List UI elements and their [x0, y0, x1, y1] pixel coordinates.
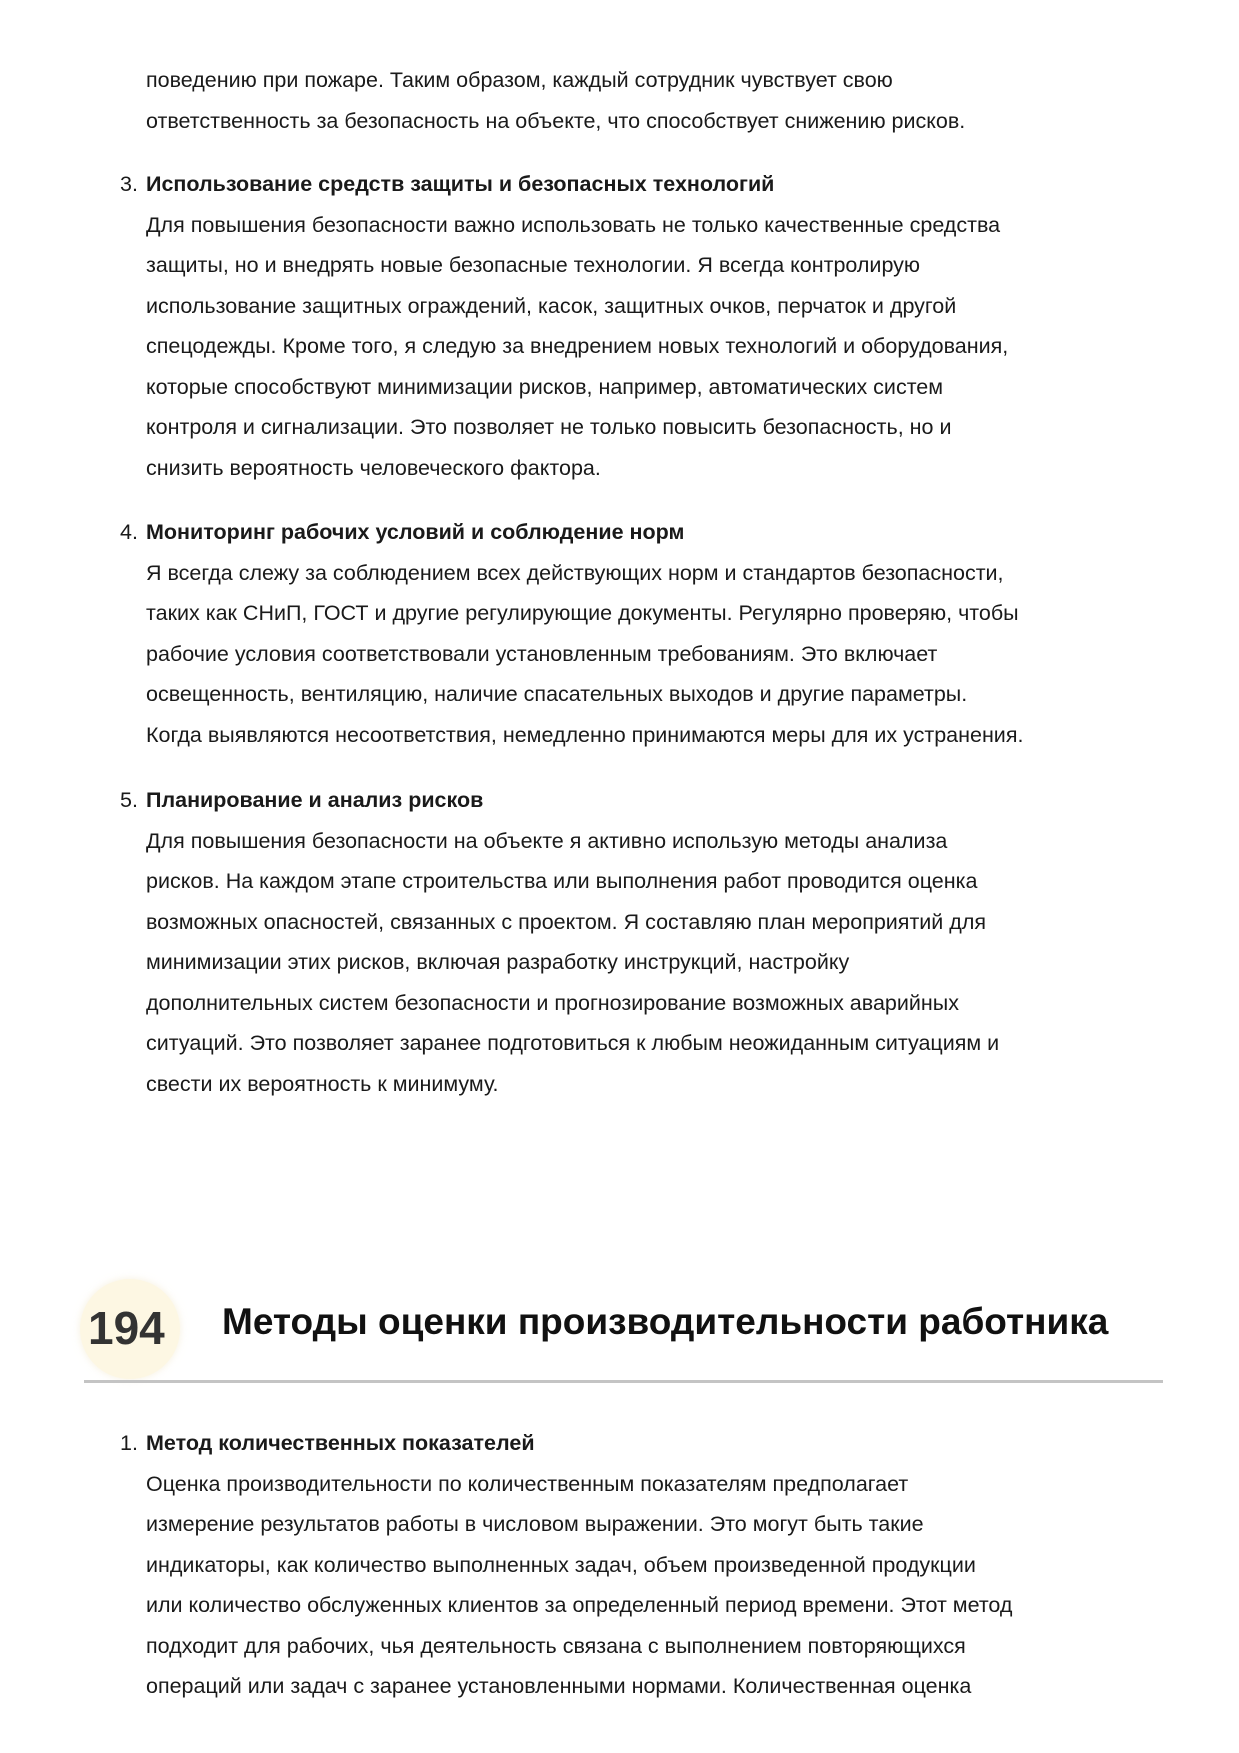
text-line: освещенность, вентиляцию, наличие спасательных выходов и другие параметры.: [146, 682, 968, 706]
text-line: свести их вероятность к минимуму.: [146, 1071, 499, 1096]
section-divider: [84, 1380, 1163, 1383]
text-line: рабочие условия соответствовали установленным требованиям. Это включает: [146, 641, 938, 666]
text-line: ответственность за безопасность на объекте, что способствует снижению рисков.: [146, 108, 966, 133]
text-line: контроля и сигнализации. Это позволяет не только повысить безопасность, но и: [146, 415, 952, 439]
text-line: снизить вероятность человеческого фактора.: [146, 455, 601, 480]
text-line: Для повышения безопасности важно использовать не только качественные средства: [146, 212, 1001, 237]
item-title: Планирование и анализ рисков: [146, 788, 484, 812]
item-number: 5.: [120, 788, 138, 812]
text-line: защиты, но и внедрять новые безопасные технологии. Я всегда контролирую: [146, 253, 921, 277]
text-line: дополнительных систем безопасности и прогнозирование возможных аварийных: [146, 990, 959, 1015]
list-item-4: [120, 512, 1024, 755]
item-number: 4.: [120, 520, 138, 544]
item-number: 3.: [120, 172, 138, 196]
item-title: Метод количественных показателей: [146, 1431, 535, 1455]
list-item-5: [120, 780, 1000, 1104]
text-line: ситуаций. Это позволяет заранее подготовиться к любым неожиданным ситуациям и: [146, 1031, 1000, 1055]
item-title: Мониторинг рабочих условий и соблюдение норм: [146, 520, 685, 544]
text-line: индикаторы, как количество выполненных задач, объем произведенной продукции: [146, 1552, 976, 1577]
text-line: измерение результатов работы в числовом выражении. Это могут быть такие: [146, 1512, 924, 1536]
section-number-badge: [80, 1279, 180, 1379]
text-line: операций или задач с заранее установленными нормами. Количественная оценка: [146, 1674, 972, 1698]
text-line: Оценка производительности по количественным показателям предполагает: [146, 1471, 909, 1496]
text-line: рисков. На каждом этапе строительства или выполнения работ проводится оценка: [146, 869, 978, 893]
text-line: Для повышения безопасности на объекте я активно использую методы анализа: [146, 828, 948, 853]
section-title: Методы оценки производительности работника: [222, 1301, 1109, 1342]
list-item-3: [120, 164, 1009, 488]
text-line: использование защитных ограждений, касок, защитных очков, перчаток и другой: [146, 293, 957, 318]
text-line: или количество обслуженных клиентов за определенный период времени. Этот метод: [146, 1593, 1013, 1617]
text-line: подходит для рабочих, чья деятельность связана с выполнением повторяющихся: [146, 1633, 966, 1658]
section-list-item-1: [120, 1423, 1013, 1707]
text-line: поведению при пожаре. Таким образом, каждый сотрудник чувствует свою: [146, 68, 893, 92]
item-title: Использование средств защиты и безопасных технологий: [146, 172, 775, 196]
section-number: 194: [88, 1302, 165, 1354]
text-line: которые способствуют минимизации рисков, например, автоматических систем: [146, 374, 944, 399]
item-number: 1.: [120, 1431, 138, 1455]
text-line: Я всегда слежу за соблюдением всех действующих норм и стандартов безопасности,: [146, 560, 1004, 585]
intro-paragraph: [146, 60, 965, 141]
text-line: Когда выявляются несоответствия, немедленно принимаются меры для их устранения.: [146, 722, 1024, 747]
text-line: таких как СНиП, ГОСТ и другие регулирующие документы. Регулярно проверяю, чтобы: [146, 601, 1019, 625]
text-line: спецодежды. Кроме того, я следую за внедрением новых технологий и оборудования,: [146, 334, 1009, 358]
text-line: минимизации этих рисков, включая разработку инструкций, настройку: [146, 950, 850, 974]
text-line: возможных опасностей, связанных с проектом. Я составляю план мероприятий для: [146, 909, 987, 934]
